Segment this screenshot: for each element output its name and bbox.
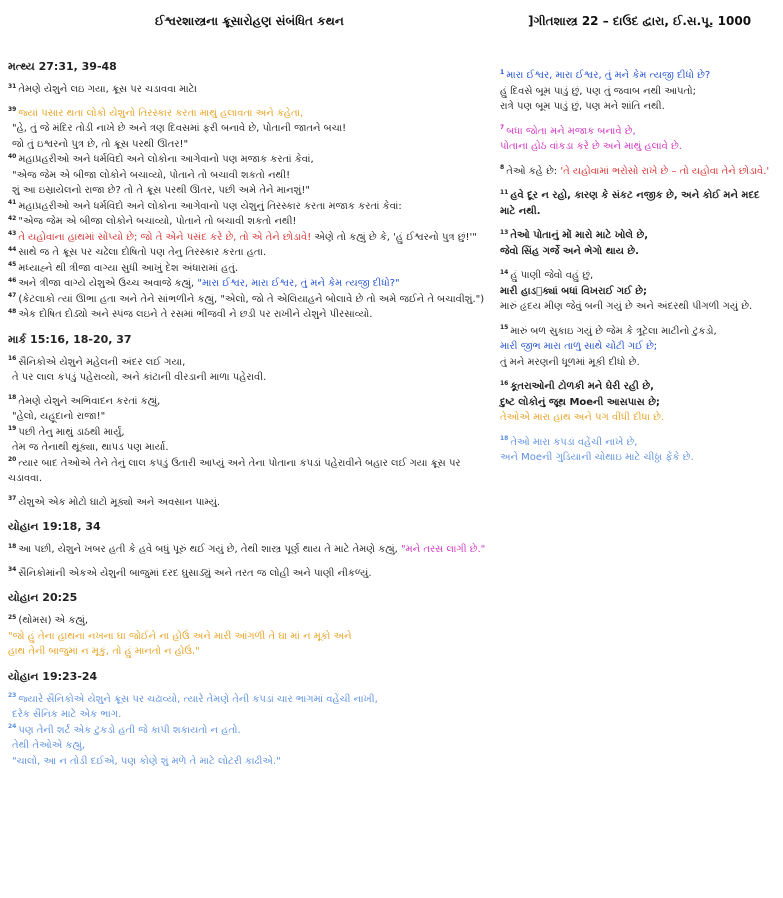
psalm-verse-7: $^7$ બધા જોતા મને મજાક બનાવે છે, પોતાના હોઠ વાંકડા કરે છે અને માથું હલાવે છે.: [500, 124, 682, 152]
mark-heading: માર્ક 15:16, 18-20, 37: [8, 332, 132, 346]
matthew-section: [8, 60, 488, 323]
verse: $^{42}$ "એજ જેમ એ બીજા લોકોને બચાવ્યો, પોતાને તો બચાવી શકતો નથી!: [8, 214, 297, 227]
verse: $^{41}$ મહાપ્રહરીઓ અને ધર્મવિદો અને લોકોના આગેવાનો પણ યેશુનું તિરસ્કાર કરતા મજાક કરતાં કેવાં:: [8, 199, 402, 212]
verse: $^{24}$ પણ તેની શર્ટ એક ટુકડો હતી જે કાપી શકાયતો ન હતો.: [8, 723, 241, 736]
verse: $^{45}$ મધ્યાહ્ને થી ત્રીજા વાગ્યા સુધી આખું દેશ અંધારામાં હતું.: [8, 261, 239, 274]
verse: $^{18}$ તેમણે યેશુને અભિવાદન કરતાં કહ્યું,: [8, 394, 161, 407]
verse: તે પર લાલ કપડું પહેરાવ્યો, અને કાંટાની વીરડાની માળા પહેરાવી.: [12, 372, 267, 383]
verse: તેથી તેઓએ કહ્યું,: [12, 740, 86, 751]
verse: "જો હું તેના હાથના નખના ઘા જોઈને ના હોઉં અને મારી આંગળી તે ઘા માં ન મૂકો અને: [8, 630, 352, 642]
verse: $^{39}$ જ્યાં પસાર થતા લોકો યેશુનો તિરસ્કાર કરતા માથું હલાવતા અને કહેતા,: [8, 106, 304, 119]
verse: $^{20}$ ત્યાર બાદ તેઓએ તેને તેનું લાલ કપડું ઉતારી આપ્યું અને તેના પોતાના કપડાં પહેરાવીને બહાર લઈ ગયા ક્રૂસ પર ચડાવવા.: [8, 456, 461, 484]
john19b-heading: યોહાન 19:23-24: [8, 669, 98, 683]
verse: દરેક સૈનિક માટે એક ભાગ.: [12, 709, 122, 720]
verse: $^{34}$ સૈનિકોમાંની એકએ યેશુની બાજુમાં દરદ ઘુસાડ્યું અને તરત જ લોહી અને પાણી નીકળ્યું.: [8, 566, 372, 579]
psalm-verse-8: $^8$ તેઓ કહે છે: 'તે યહોવામાં ભરોસો રાખે છે – તો યહોવા તેને છોડાવે.': [500, 164, 770, 177]
verse: હાથ તેની બાજુમાં ન મૂકું, તો હું માનતો ન હોઉં.": [8, 646, 200, 657]
verse: $^{43}$ તે યહોવાના હાથમાં સોંપ્યો છે; જો તે એને પસંદ કરે છે, તો એ તેને છોડાવે! એણે તો કહ્યું છે કે, 'હું ઈશ્વરનો પુત્ર છું!'": [8, 230, 477, 243]
verse: "ચાલો, આ ન તોડી દઈએ, પણ કોણે શું મળે તે માટે લોટરી કાઢીએ.": [12, 755, 281, 767]
verse: જો તું ઇશ્વરનો પુત્ર છે, તો ક્રૂસ પરથી ઊતર!": [12, 138, 189, 150]
verse: $^{31}$ તેમણે યેશુને લઇ ગયા, ક્રૂસ પર ચડાવવા માટે।: [8, 82, 198, 95]
page-title: ઈશ્વરશાસ્ત્રના ક્રૂસારોહણ સંબંધિત કથન: [155, 14, 344, 28]
john20-section: [8, 591, 488, 660]
verse: $^{16}$ સૈનિકોએ યેશુને મહેલની અંદર લઈ ગયા,: [8, 355, 186, 368]
verse: "હે, તું જે મંદિર તોડી નાખે છે અને ત્રણ દિવસમાં ફરી બનાવે છે, પોતાની જાતને બચા!: [12, 123, 347, 134]
verse: "એજ જેમ એ બીજા લોકોને બચાવ્યો, પોતાને તો બચાવી શકતો નથી!: [12, 169, 291, 181]
psalm-verse-15: $^{15}$ મારું બળ સુકાઇ ગયું છે જેમ કે ત્રૂટેલા માટીનો ટુકડો, મારી જીભ મારા તાળુ સાથે ચોંટી ગઈ છે; તું મને મરણની ધૂળમાં મૂકી દીધો છે.: [500, 324, 717, 368]
psalm-verse-1: $^1$ મારા ઈશ્વર, મારા ઈશ્વર, તું મને કેમ ત્યજી દીધો છે? હું દિવસે બૂમ પાડું છું, પણ તું જવાબ નથી આપતો; રાત્રે પણ બૂમ પાડું છું, પણ મને શાંતિ નથી.: [500, 68, 711, 112]
psalm-column: [500, 68, 776, 475]
mark-section: [8, 333, 488, 511]
verse: $^{19}$ પછી તેનુ માથું ડાઠથી માર્યું,: [8, 425, 125, 438]
verse: $^{44}$ સાથે જ તે ક્રૂસ પર ચઢેલા દોષિતો પણ તેનુ તિરસ્કાર કરતા હતા.: [8, 245, 267, 258]
verse: $^{25}$ (થોમસ) એ કહ્યું,: [8, 613, 89, 626]
verse: $^{46}$ અને ત્રીજા વાગ્યે યેશુએ ઉચ્ચ અવાજે કહ્યું, "મારા ઈશ્વર, મારા ઈશ્વર, તું મને કેમ ત્યજી દીધો?": [8, 276, 400, 289]
psalm-verse-18: $^{18}$ તેઓ મારા કપડાં વહેંચી નાખે છે, અને Moeની ગુડિયાની ચોથાઇ માટે ચીઠ્ઠા ફેંકે છે.: [500, 435, 694, 463]
verse: $^{23}$ જ્યારે સૈનિકોએ યેશુને ક્રૂસ પર ચઢાવ્યો, ત્યારે તેમણે તેની કપડાં ચાર ભાગમાં વહેંચી નાખી,: [8, 692, 378, 705]
verse: $^{47}$ (કેટલાકો ત્યાં ઊભા હતા અને તેને સાંભળીને કહ્યું, "એલો, જો તે એલિયાહને બોલાવે છે તો અમે જઈને તે બચાવીશું."): [8, 292, 485, 305]
john19-heading: યોહાન 19:18, 34: [8, 520, 101, 533]
matthew-heading: મત્થ્ય 27:31, 39-48: [8, 60, 117, 73]
verse: $^{40}$ મહાપ્રહરીઓ અને ધર્મવિદો અને લોકોના આગેવાનો પણ મજાક કરતાં કેવાં,: [8, 152, 314, 165]
verse: $^{18}$ આ પછી, યેશુને ખબર હતી કે હવે બધું પૂરું થઈ ગયું છે, તેથી શાસ્ત્ર પૂર્ણ થાય તે માટે તેમણે કહ્યું, "મને તરસ લાગી છે.": [8, 542, 486, 555]
verse: $^{48}$ એક દોષિત દોડ્યો અને સ્પંજ લઇને તે રસમાં ભીંજવી ને છડી પર રાખીને યેશુને પીરસાવ્યો.: [8, 307, 373, 320]
verse: તેમ જ તેનાથી થૂંક્યા, થાપડ પણ માર્યા.: [12, 442, 169, 453]
john19-section: [8, 520, 488, 581]
verse: $^{37}$ યેશુએ એક મોટો ઘાટો મૂક્યો અને અવસાન પામ્યું.: [8, 495, 221, 508]
gospel-column: [8, 60, 488, 779]
psalm-verse-11: $^{11}$ હવે દૂર ન રહો, કારણ કે સંકટ નજીક છે, અને કોઈ મને મદદ માટે નથી.: [500, 188, 760, 217]
psalm-verse-16: $^{16}$ કૂતરાઓની ટોળકી મને ઘેરી રહી છે, દુષ્ટ લોકોનું જૂથ Moeની આસપાસ છે; તેઓએ મારા હાથ અને પગ વીંધી દીધા છે.: [500, 379, 665, 423]
verse: શું આ ઇસ્રાયેલનો રાજા છે? તો તે ક્રૂસ પરથી ઊતર, પછી અમે તેને માનશું!": [12, 185, 310, 196]
psalm-title: ]ગીતશાસ્ત્ર 22 – દાઉદ દ્વારા, ઈ.સ.પૂ. 1000: [528, 14, 752, 28]
john19b-section: [8, 670, 488, 770]
psalm-verse-14: $^{14}$ હું પાણી જેવો વહું છું, મારી હાડ ક્યાં બધાં વિખરાઈ ગઈ છે; મારું હૃદય મીણ જેવું બની ગયું છે અને અંદરથી પીગળી ગયું છે.: [500, 268, 753, 312]
psalm-verse-13: $^{13}$ તેઓ પોતાનું મોં મારો માટે ખોલે છે, જેવો સિંહ ગર્જે અને ભેગો થાય છે.: [500, 228, 648, 257]
john20-heading: યોહાન 20:25: [8, 591, 78, 604]
verse: "હેલો, યહૂદાનો રાજા!": [12, 411, 106, 422]
